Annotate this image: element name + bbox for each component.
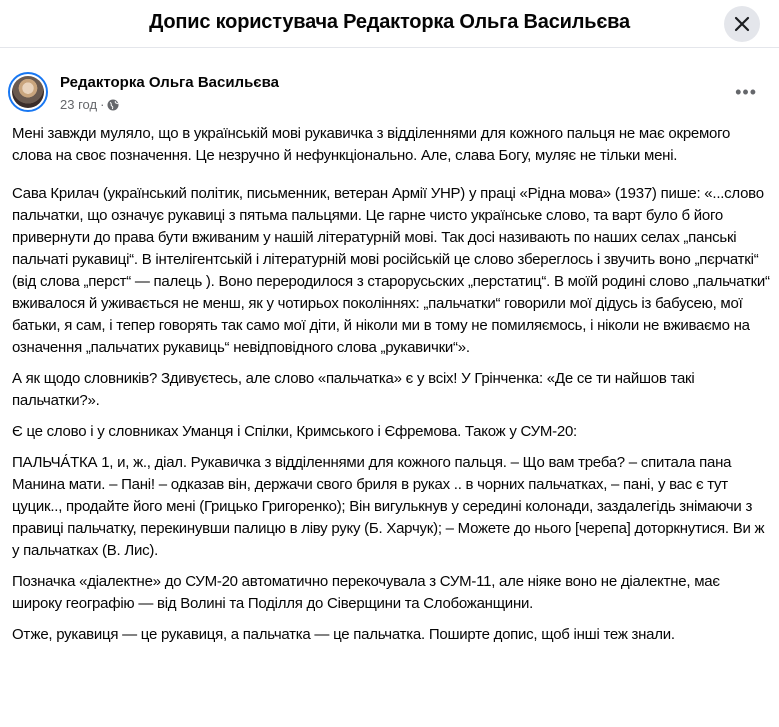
post-paragraph: А як щодо словників? Здивуєтесь, але слово «пальчатка» є у всіх! У Грінченка: «Де се ти найшов такі пальчатки?».: [12, 370, 695, 409]
dialog-header: [0, 0, 779, 48]
post-paragraph: Є це слово і у словниках Уманця і Спілки, Кримського і Єфремова. Також у СУМ-20:: [12, 423, 577, 440]
post-paragraph: Отже, рукавиця — це рукавиця, а пальчатка — це пальчатка. Поширте допис, щоб інші теж знали.: [12, 626, 675, 643]
post-paragraph: ПАЛЬЧА́ТКА 1, и, ж., діал. Рукавичка з відділеннями для кожного пальця. – Що вам треба? – спитала пана Манина мати. – Пані! – одказав він, держачи свого бриля в руках .. в чорних пальчатках, – пані, у вас є тут цуцик.., продайте його мені (Грицько Григоренко); Він вигулькнув у середині колонади, заздалегідь знімаючи з правиці пальчатку, перекинувши палицю в ліву руку (Б. Харчук); – Можете до нього [черепа] доторкнутися. Ви ж у пальчатках (В. Лис).: [12, 454, 765, 559]
globe-icon: [107, 99, 119, 111]
post-text: [12, 123, 772, 655]
post-paragraph: Мені завжди муляло, що в українській мові рукавичка з відділеннями для кожного пальця не має окремого слова на своє позначення. Це незручно й нефункціонально. Але, слава Богу, муляє не тільки мені.: [12, 125, 731, 164]
avatar[interactable]: [8, 72, 48, 112]
close-icon: [734, 16, 750, 32]
author-name[interactable]: Редакторка Ольга Васильєва: [60, 74, 279, 91]
post-paragraph: Сава Крилач (український політик, письменник, ветеран Армії УНР) у праці «Рідна мова» (1937) пише: «...слово пальчатки, що означує рукавиці з пятьма пальцями. Це гарне чисто українське слово, та варт було б його привернути до права бути вживаним у нашій літературній мові. Так досі називають по наших селах „панські пальчаті рукавиці“. В інтелігентській і літературній мові російській це слово збереглось і звучить воно „пєрчаткі“ (від слова „перст“ — палець ). Воно переродилося з старорусьских „перстатиц“. В моїй родині слово „пальчатки“ вживалося й уживається не менш, як у чотирьох поколіннях: „пальчатки“ говорили мої дідусь із бабусею, мої батьки, я сам, і тепер говорять так само мої діти, й ніколи ми в тому не помиляємось, і ніколи не вживаємо на означення „пальчатих рукавиць“ невідповідного слова „рукавички“».: [12, 185, 770, 356]
post-time[interactable]: 23 год: [60, 97, 98, 112]
more-options-button[interactable]: •••: [735, 82, 757, 102]
post-paragraph: Позначка «діалектне» до СУМ-20 автоматично перекочувала з СУМ-11, але ніяке воно не діалектне, має широку географію — від Волині та Поділля до Сіверщини та Слобожанщини.: [12, 573, 720, 612]
close-button[interactable]: [724, 6, 760, 42]
dialog-title: Допис користувача Редакторка Ольга Васильєва: [149, 11, 630, 33]
post-meta: [60, 97, 119, 112]
avatar-image: [12, 76, 44, 108]
meta-separator: ·: [100, 97, 105, 112]
